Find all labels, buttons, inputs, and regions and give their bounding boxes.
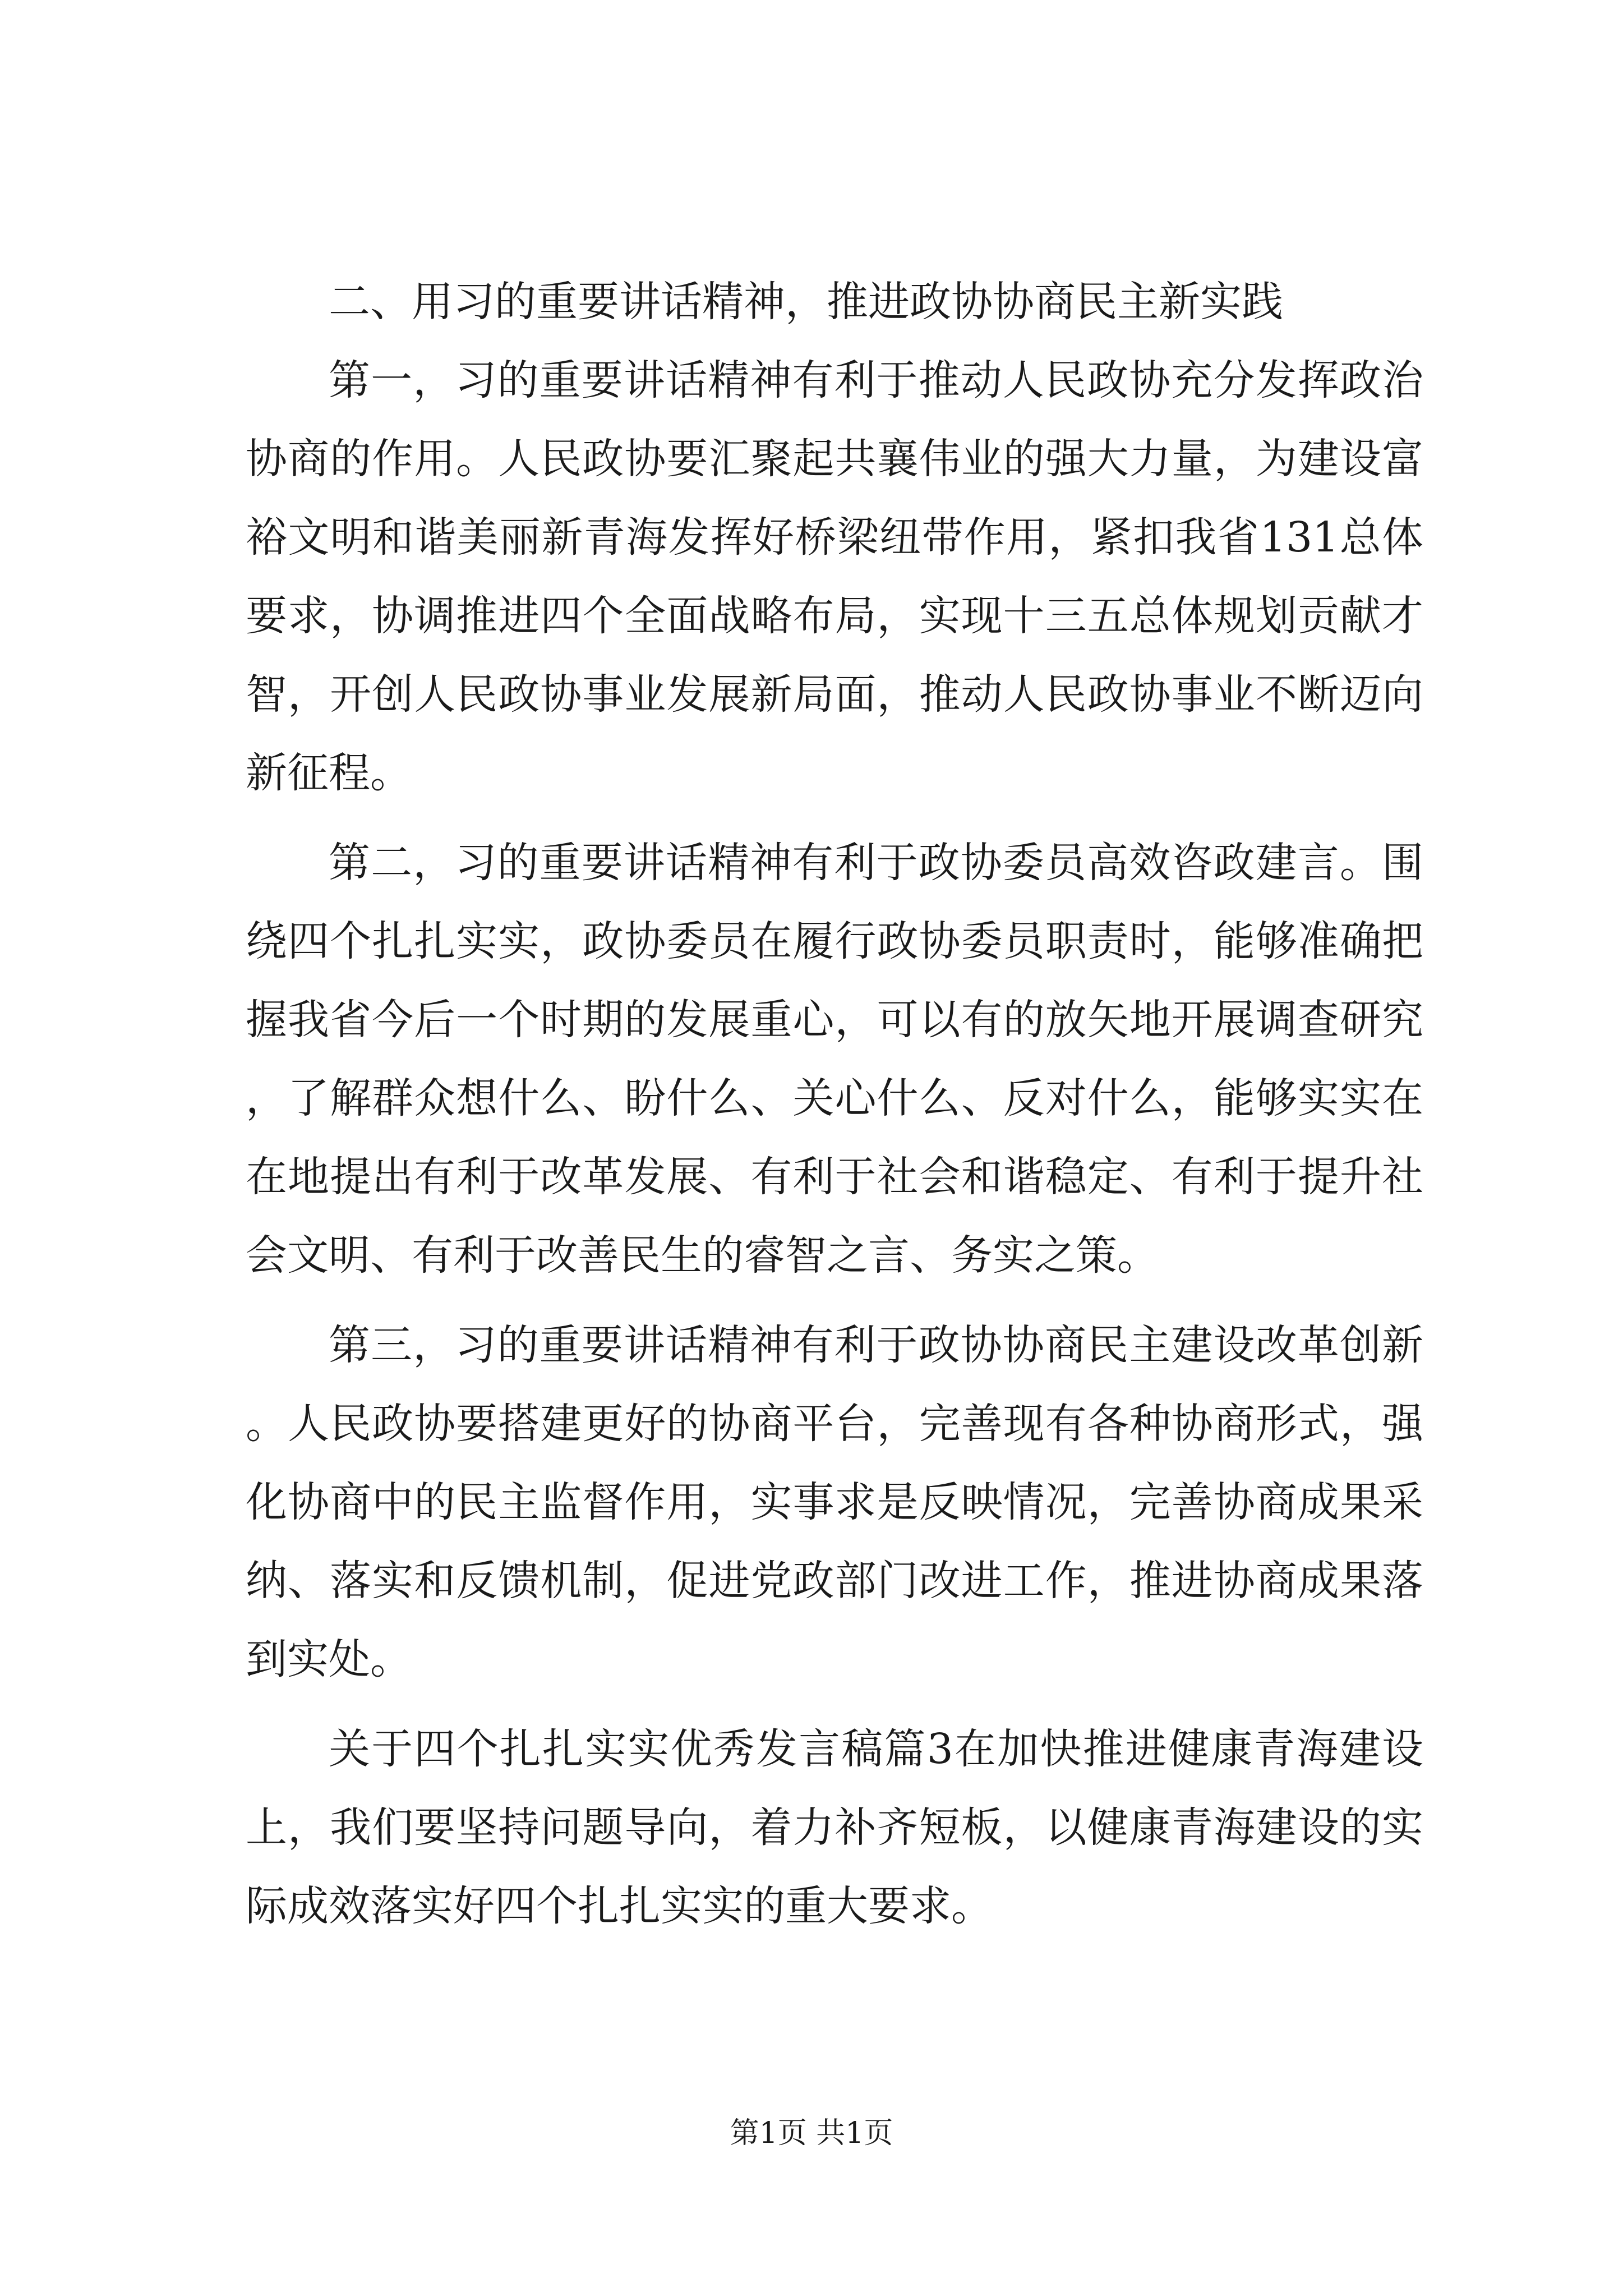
paragraph-3: 第三，习的重要讲话精神有利于政协协商民主建设改革创新。人民政协要搭建更好的协商平台，完善现有各种协商形式，强化协商中的民主监督作用，实事求是反映情况，完善协商成果采纳、落实和反馈机制，促进党政部门改进工作，推进协商成果落到实处。 — [246, 1321, 1423, 1683]
paragraph-2: 第二，习的重要讲话精神有利于政协委员高效咨政建言。围绕四个扎扎实实，政协委员在履行政协委员职责时，能够准确把握我省今后一个时期的发展重心，可以有的放矢地开展调查研究，了解群众想什么、盼什么、关心什么、反对什么，能够实实在在地提出有利于改革发展、有利于社会和谐稳定、有利于提升社会文明、有利于改善民生的睿智之言、务实之策。 — [246, 839, 1423, 1280]
page-number-footer: 第1页 共1页 — [730, 2116, 893, 2150]
section-heading: 二、用习的重要讲话精神，推进政协协商民主新实践 — [329, 278, 1283, 326]
paragraph-1: 第一，习的重要讲话精神有利于推动人民政协充分发挥政治协商的作用。人民政协要汇聚起共襄伟业的强大力量，为建设富裕文明和谐美丽新青海发挥好桥梁纽带作用，紧扣我省131总体要求，协调推进四个全面战略布局，实现十三五总体规划贡献才智，开创人民政协事业发展新局面，推动人民政协事业不断迈向新征程。 — [246, 356, 1423, 797]
document-body — [246, 263, 1423, 1957]
paragraph-4: 关于四个扎扎实实优秀发言稿篇3在加快推进健康青海建设上，我们要坚持问题导向，着力补齐短板，以健康青海建设的实际成效落实好四个扎扎实实的重大要求。 — [246, 1725, 1423, 1930]
